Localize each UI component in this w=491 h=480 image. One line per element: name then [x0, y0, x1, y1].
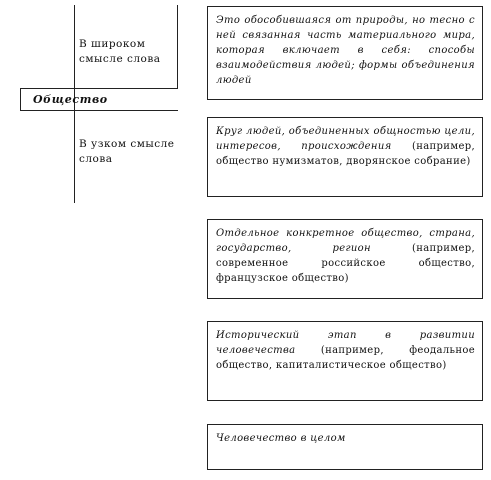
broad-sense-label: В широком смысле слова [79, 38, 161, 65]
narrow-sense-label: В узком смысле слова [79, 138, 175, 165]
definition-country-regular: (например, современное российское общество, французское общество) [216, 243, 475, 284]
definition-box-humanity [207, 424, 483, 470]
definition-box-group [207, 117, 483, 197]
definition-country-italic: Отдельное конкретное общество, страна, государство, регион [216, 228, 475, 254]
center-bar-left [20, 88, 21, 111]
definition-broad-italic: Это обособившаяся от природы, но тесно с ней связанная часть материального мира, которая включает в себя: способы взаимодействия людей; формы объединения людей [216, 15, 475, 86]
definition-group-regular: (например, общество нумизматов, дворянское собрание) [216, 141, 475, 167]
definition-box-country [207, 219, 483, 299]
definition-group-italic: Круг людей, объединенных общностью цели, интересов, происхождения [216, 126, 475, 152]
definition-stage-italic: Исторический этап в развитии человечества [216, 330, 475, 356]
definition-box-broad [207, 6, 483, 100]
center-term-label: Общество [33, 93, 108, 106]
center-bar-top [20, 88, 178, 89]
definition-stage-regular: (например, феодальное общество, капиталистическое общество) [216, 345, 475, 371]
definition-humanity-italic: Человечество в целом [216, 433, 346, 444]
definition-box-stage [207, 321, 483, 401]
center-bar-bottom [20, 110, 178, 111]
